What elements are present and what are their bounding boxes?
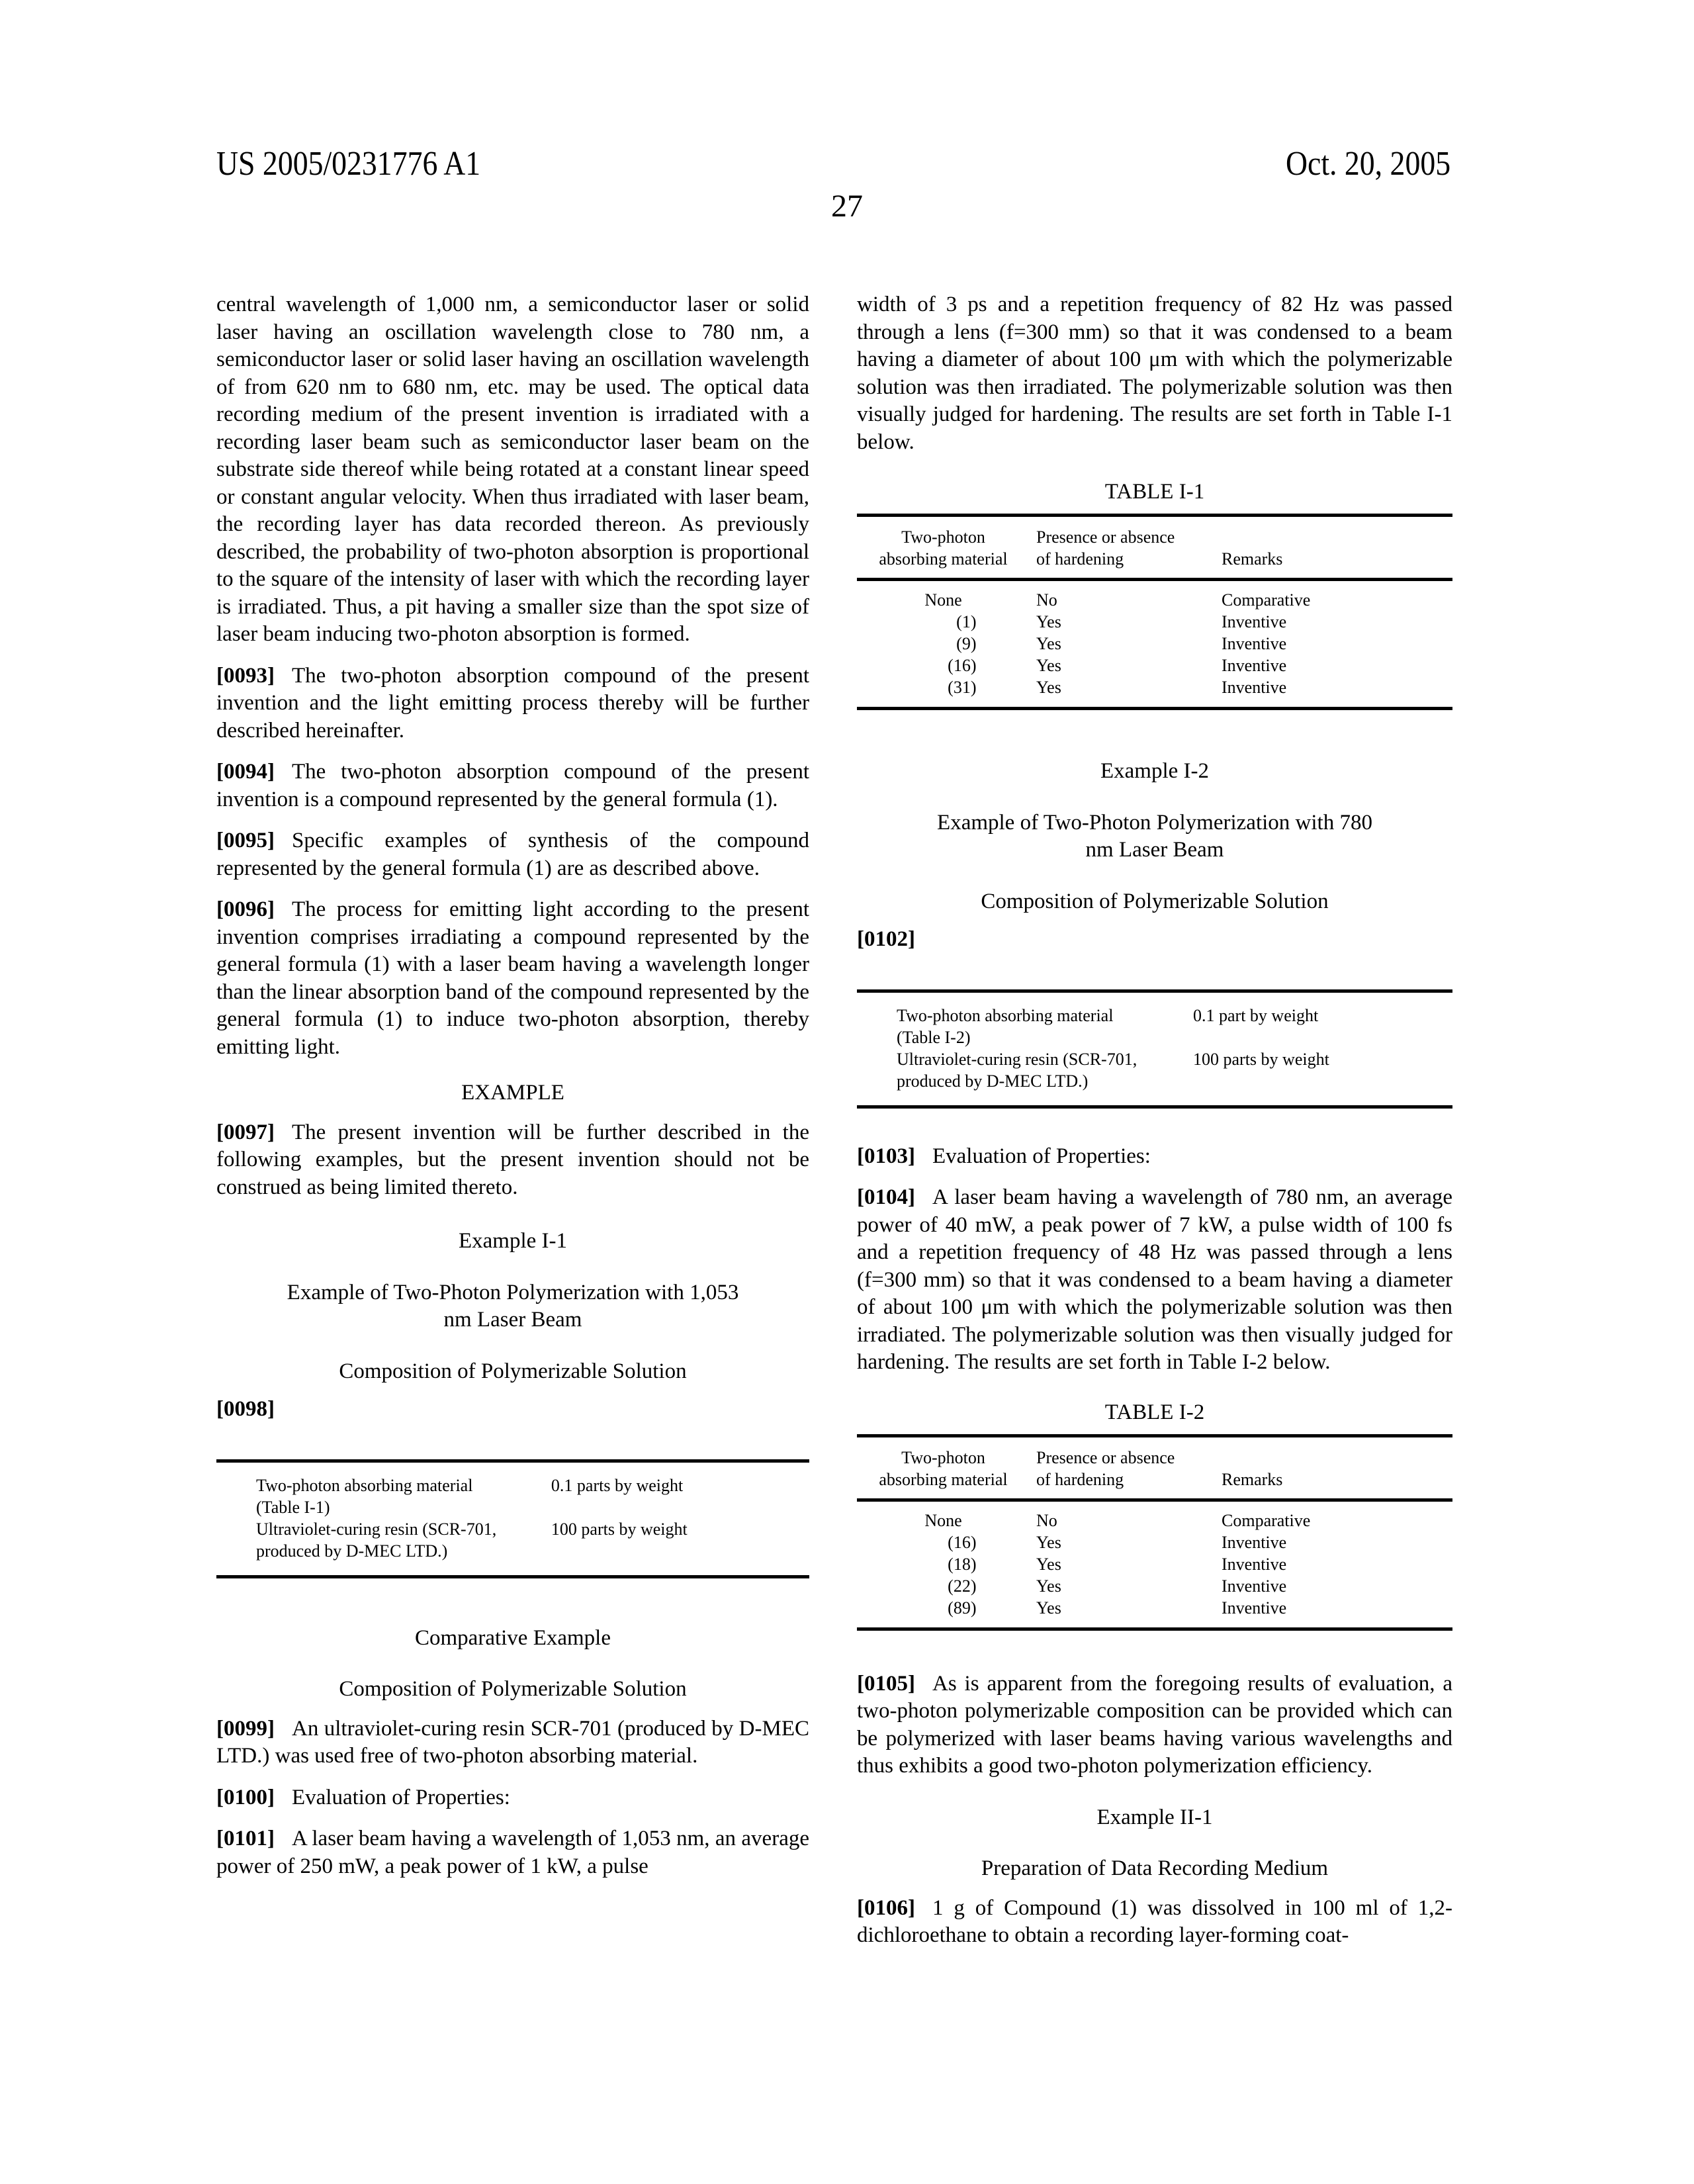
hardening-cell: Yes bbox=[1036, 612, 1061, 631]
material-label: (89) bbox=[948, 1598, 977, 1617]
column-header-hardening bbox=[1030, 1437, 1220, 1498]
paragraph-0098 bbox=[216, 1396, 809, 1424]
example-i2-subtitle-line2: nm Laser Beam bbox=[1085, 838, 1224, 862]
hardening-cell: Yes bbox=[1036, 1554, 1061, 1574]
paragraph-text: Evaluation of Properties: bbox=[291, 1785, 510, 1809]
continued-paragraph: width of 3 ps and a repetition frequency of 82 Hz was passed through a lens (f=300 mm) so that it was condensed to a beam having a diameter of about 100 μm with which the polymerizable solution was then irradiated. The polymerizable solution was then visually judged for hardening. The results are set forth in Table I-1 below. bbox=[857, 293, 1452, 454]
paragraph-number: [0106] bbox=[857, 1895, 915, 1920]
table-row bbox=[216, 1518, 809, 1575]
example-ii1-heading: Example II-1 bbox=[1096, 1805, 1213, 1829]
material-label: None bbox=[924, 590, 962, 610]
table-row bbox=[857, 1575, 1452, 1597]
hardening-cell: No bbox=[1036, 590, 1057, 610]
table-row bbox=[857, 1597, 1452, 1629]
table-row bbox=[857, 676, 1452, 709]
paragraph-0094 bbox=[216, 758, 809, 813]
composition-item bbox=[857, 993, 1167, 1048]
example-i2-subtitle-line1: Example of Two-Photon Polymerization with 780 bbox=[937, 810, 1372, 835]
material-cell bbox=[857, 1531, 1030, 1553]
left-column bbox=[216, 291, 809, 1894]
continued-paragraph: central wavelength of 1,000 nm, a semiconductor laser or solid laser having an oscillation wavelength close to 780 nm, a semiconductor laser or solid laser having an oscillation wavelength of from 620 nm to 680 nm, etc. may be used. The optical data recording medium of the present invention is irradiated with a recording laser beam such as semiconductor laser beam on the substrate side thereof while being rotated at a constant linear speed or constant angular velocity. When thus irradiated with laser beam, the recording layer has data recorded thereon. As previously described, the probability of two-photon absorption is proportional to the square of the intensity of laser with which the recording layer is irradiated. Thus, a pit having a smaller size than the spot size of laser beam inducing two-photon absorption is formed. bbox=[216, 293, 809, 646]
remarks-cell: Inventive bbox=[1222, 1576, 1287, 1596]
paragraph-text: As is apparent from the foregoing results of evaluation, a two-photon polymerizable composition can be provided which can be polymerized with laser beams having various wavelengths and thus exhibits a good two-photon polymerization efficiency. bbox=[857, 1671, 1452, 1778]
remarks-cell: Comparative bbox=[1222, 590, 1311, 610]
hardening-cell: Yes bbox=[1036, 656, 1061, 675]
table-row bbox=[857, 633, 1452, 655]
table-i2 bbox=[857, 1437, 1452, 1629]
table-i1-title: TABLE I-1 bbox=[1104, 480, 1205, 504]
paragraph-number: [0097] bbox=[216, 1120, 275, 1144]
material-cell bbox=[857, 1597, 1030, 1629]
remarks-cell: Inventive bbox=[1222, 634, 1287, 653]
remarks-cell: Inventive bbox=[1222, 678, 1287, 697]
item-line: Ultraviolet-curing resin (SCR-701, bbox=[256, 1519, 497, 1539]
material-label: None bbox=[924, 1510, 962, 1530]
table-i2-title: TABLE I-2 bbox=[1104, 1400, 1205, 1424]
table-row bbox=[857, 993, 1452, 1048]
table-row bbox=[857, 1553, 1452, 1575]
paragraph-number: [0104] bbox=[857, 1185, 915, 1209]
header-line: Remarks bbox=[1222, 549, 1283, 569]
composition-table-i1 bbox=[216, 1463, 809, 1575]
comparative-composition-heading: Composition of Polymerizable Solution bbox=[339, 1677, 687, 1701]
table-bottom-rule bbox=[857, 707, 1452, 710]
header-line: Remarks bbox=[1222, 1469, 1283, 1489]
paragraph-0104 bbox=[857, 1184, 1452, 1377]
header-line: Presence or absence bbox=[1036, 527, 1175, 547]
material-cell bbox=[857, 581, 1030, 611]
material-label: (1) bbox=[956, 612, 977, 631]
material-cell bbox=[857, 1502, 1030, 1531]
remarks-cell: Inventive bbox=[1222, 1554, 1287, 1574]
material-cell bbox=[857, 676, 1030, 709]
column-header-material bbox=[857, 517, 1030, 578]
paragraph-number: [0095] bbox=[216, 829, 275, 852]
paragraph-number: [0099] bbox=[216, 1716, 275, 1741]
example-i1-subtitle-line1: Example of Two-Photon Polymerization with 1,053 bbox=[287, 1280, 739, 1304]
item-line: produced by D-MEC LTD.) bbox=[256, 1541, 448, 1561]
item-line: Two-photon absorbing material bbox=[897, 1005, 1114, 1025]
item-line: produced by D-MEC LTD.) bbox=[897, 1071, 1089, 1091]
paragraph-0102 bbox=[857, 926, 1452, 954]
paragraph-text: The process for emitting light according to the present invention comprises irradiating a compound represented by the general formula (1) with a laser beam having a wavelength longer than the linear absorption band of the compound represented by the general formula (1) to induce two-photon absorption, thereby emitting light. bbox=[216, 897, 809, 1059]
paragraph-0093 bbox=[216, 662, 809, 745]
material-cell bbox=[857, 655, 1030, 676]
paragraph-text: Specific examples of synthesis of the compound represented by the general formula (1) are as described above. bbox=[216, 829, 809, 880]
material-label: (22) bbox=[948, 1576, 977, 1596]
paragraph-text: A laser beam having a wavelength of 780 nm, an average power of 40 mW, a peak power of 7 kW, a pulse width of 100 fs and a repetition frequency of 48 Hz was passed through a lens (f=300 mm) so that it was condensed to a beam having a diameter of about 100 μm with which the polymerizable solution was then irradiated. The polymerizable solution was then visually judged for hardening. The results are set forth in Table I-2 below. bbox=[857, 1185, 1452, 1374]
paragraph-number: [0100] bbox=[216, 1785, 275, 1809]
paragraph-number: [0098] bbox=[216, 1397, 275, 1421]
table-row bbox=[857, 1502, 1452, 1531]
header-line: Two-photon bbox=[901, 1447, 985, 1467]
hardening-cell: Yes bbox=[1036, 1598, 1061, 1617]
composition-heading: Composition of Polymerizable Solution bbox=[981, 889, 1329, 913]
header-line: of hardening bbox=[1036, 549, 1124, 569]
table-row bbox=[857, 1531, 1452, 1553]
paragraph-number: [0102] bbox=[857, 927, 915, 951]
table-row bbox=[857, 1048, 1452, 1105]
hardening-cell: Yes bbox=[1036, 678, 1061, 697]
item-line: Ultraviolet-curing resin (SCR-701, bbox=[897, 1049, 1137, 1069]
header-line: absorbing material bbox=[879, 549, 1008, 569]
composition-amount: 0.1 part by weight bbox=[1193, 1005, 1319, 1025]
page-number: 27 bbox=[831, 189, 863, 224]
hardening-cell: No bbox=[1036, 1510, 1057, 1530]
paragraph-text: The two-photon absorption compound of the present invention and the light emitting process thereby will be further described hereinafter. bbox=[216, 663, 809, 743]
paragraph-number: [0105] bbox=[857, 1671, 915, 1696]
column-header-remarks bbox=[1220, 1437, 1452, 1498]
column-header-remarks bbox=[1220, 517, 1452, 578]
composition-heading: Composition of Polymerizable Solution bbox=[339, 1359, 687, 1383]
material-label: (31) bbox=[948, 678, 977, 697]
paragraph-number: [0094] bbox=[216, 760, 275, 784]
material-label: (16) bbox=[948, 656, 977, 675]
remarks-cell: Inventive bbox=[1222, 1598, 1287, 1617]
paragraph-0103 bbox=[857, 1143, 1452, 1171]
publication-number: US 2005/0231776 A1 bbox=[216, 145, 481, 183]
section-heading-example: EXAMPLE bbox=[461, 1081, 564, 1105]
header-line: of hardening bbox=[1036, 1469, 1124, 1489]
table-row bbox=[857, 581, 1452, 611]
example-i1-heading: Example I-1 bbox=[458, 1229, 568, 1253]
paragraph-0096 bbox=[216, 896, 809, 1061]
paragraph-number: [0096] bbox=[216, 897, 275, 921]
paragraph-text: An ultraviolet-curing resin SCR-701 (produced by D-MEC LTD.) was used free of two-photon absorbing material. bbox=[216, 1716, 809, 1768]
material-cell bbox=[857, 633, 1030, 655]
remarks-cell: Inventive bbox=[1222, 1532, 1287, 1552]
composition-table-i2 bbox=[857, 993, 1452, 1105]
hardening-cell: Yes bbox=[1036, 1532, 1061, 1552]
example-ii1-subtitle: Preparation of Data Recording Medium bbox=[981, 1856, 1329, 1880]
paragraph-0099 bbox=[216, 1715, 809, 1770]
paragraph-number: [0093] bbox=[216, 663, 275, 688]
table-bottom-rule bbox=[216, 1575, 809, 1578]
table-row bbox=[857, 611, 1452, 633]
header-line: Two-photon bbox=[901, 527, 985, 547]
remarks-cell: Inventive bbox=[1222, 656, 1287, 675]
right-column bbox=[857, 291, 1452, 1964]
table-i2-body bbox=[857, 1502, 1452, 1629]
paragraph-0097 bbox=[216, 1119, 809, 1202]
table-i1 bbox=[857, 517, 1452, 709]
header-line: Presence or absence bbox=[1036, 1447, 1175, 1467]
paragraph-0105 bbox=[857, 1670, 1452, 1780]
paragraph-text: The two-photon absorption compound of the present invention is a compound represented by the general formula (1). bbox=[216, 760, 809, 811]
material-label: (18) bbox=[948, 1554, 977, 1574]
material-cell bbox=[857, 1553, 1030, 1575]
material-label: (9) bbox=[956, 634, 977, 653]
item-line: (Table I-2) bbox=[897, 1027, 971, 1047]
composition-item bbox=[216, 1518, 525, 1575]
hardening-cell: Yes bbox=[1036, 1576, 1061, 1596]
table-i1-body bbox=[857, 581, 1452, 709]
material-label: (16) bbox=[948, 1532, 977, 1552]
composition-amount: 100 parts by weight bbox=[551, 1519, 688, 1539]
paragraph-0101 bbox=[216, 1825, 809, 1880]
hardening-cell: Yes bbox=[1036, 634, 1061, 653]
table-row bbox=[857, 655, 1452, 676]
table-row bbox=[216, 1463, 809, 1518]
paragraph-text: Evaluation of Properties: bbox=[932, 1144, 1151, 1168]
column-header-material bbox=[857, 1437, 1030, 1498]
comparative-example-heading: Comparative Example bbox=[415, 1625, 611, 1650]
paragraph-number: [0101] bbox=[216, 1827, 275, 1850]
table-bottom-rule bbox=[857, 1627, 1452, 1631]
paragraph-0095 bbox=[216, 827, 809, 882]
paragraph-text: 1 g of Compound (1) was dissolved in 100 ml of 1,2-dichloroethane to obtain a recording layer-forming coat- bbox=[857, 1895, 1452, 1947]
header-line: absorbing material bbox=[879, 1469, 1008, 1489]
table-bottom-rule bbox=[857, 1105, 1452, 1109]
material-cell bbox=[857, 611, 1030, 633]
table-header-row bbox=[857, 517, 1452, 578]
composition-amount: 0.1 parts by weight bbox=[551, 1475, 684, 1495]
composition-amount: 100 parts by weight bbox=[1193, 1049, 1329, 1069]
table-header-row bbox=[857, 1437, 1452, 1498]
paragraph-0100 bbox=[216, 1784, 809, 1812]
paragraph-text: A laser beam having a wavelength of 1,053 nm, an average power of 250 mW, a peak power of 1 kW, a pulse bbox=[216, 1827, 809, 1878]
publication-date: Oct. 20, 2005 bbox=[1285, 145, 1450, 183]
remarks-cell: Inventive bbox=[1222, 612, 1287, 631]
composition-item bbox=[857, 1048, 1167, 1105]
material-cell bbox=[857, 1575, 1030, 1597]
column-header-hardening bbox=[1030, 517, 1220, 578]
paragraph-0106 bbox=[857, 1895, 1452, 1950]
composition-item bbox=[216, 1463, 525, 1518]
item-line: (Table I-1) bbox=[256, 1497, 330, 1517]
paragraph-number: [0103] bbox=[857, 1144, 915, 1168]
paragraph-text: The present invention will be further described in the following examples, but the present invention should not be construed as being limited thereto. bbox=[216, 1120, 809, 1199]
example-i2-heading: Example I-2 bbox=[1100, 759, 1210, 783]
example-i1-subtitle-line2: nm Laser Beam bbox=[443, 1308, 582, 1332]
item-line: Two-photon absorbing material bbox=[256, 1475, 473, 1495]
remarks-cell: Comparative bbox=[1222, 1510, 1311, 1530]
